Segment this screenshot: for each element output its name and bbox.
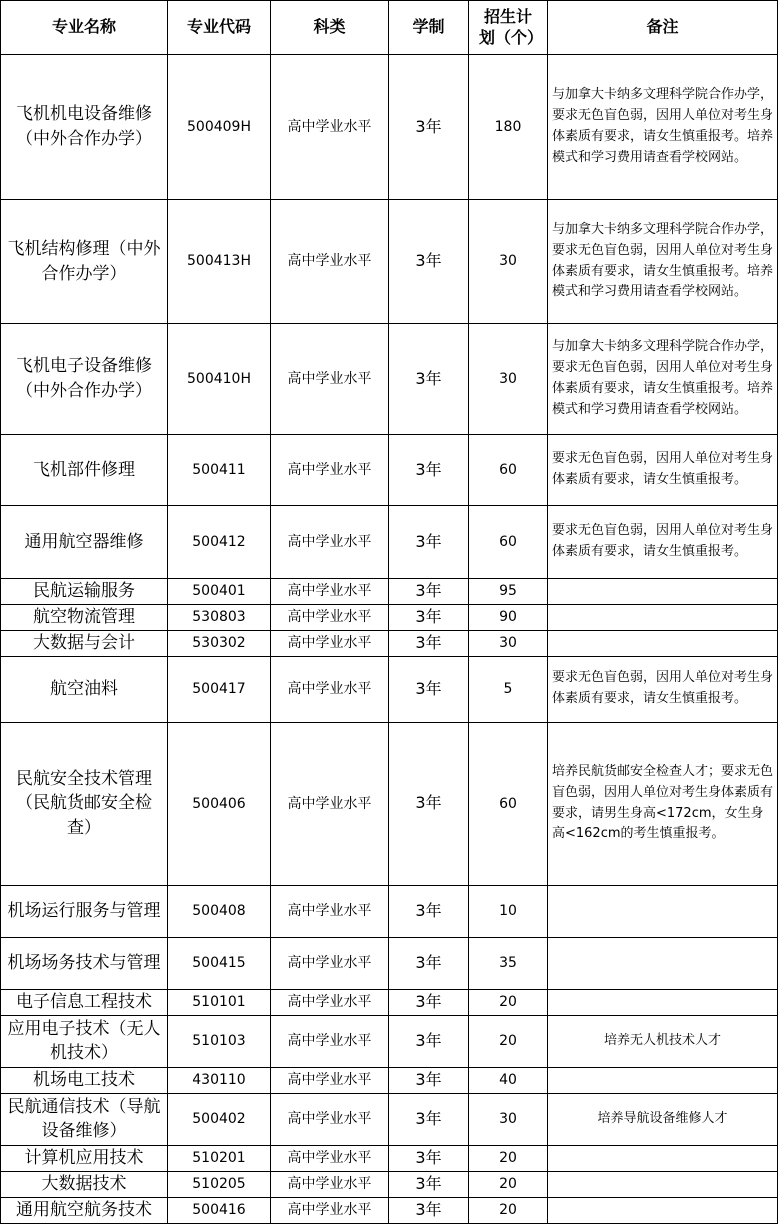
header-subject: 科类 bbox=[271, 1, 389, 55]
duration-cell: 3年 bbox=[389, 1067, 469, 1093]
major-code-cell: 530803 bbox=[168, 605, 271, 631]
header-note: 备注 bbox=[548, 1, 778, 55]
quota-cell: 60 bbox=[469, 435, 548, 506]
major-code-cell: 530302 bbox=[168, 631, 271, 657]
table-row bbox=[1, 435, 778, 506]
subject-cell: 高中学业水平 bbox=[271, 506, 389, 579]
quota-cell: 35 bbox=[469, 937, 548, 989]
major-name-cell: 通用航空航务技术 bbox=[1, 1197, 168, 1223]
subject-cell: 高中学业水平 bbox=[271, 1145, 389, 1171]
note-cell: 与加拿大卡纳多文理科学院合作办学，要求无色盲色弱，因用人单位对考生身体素质有要求，请女生慎重报考。培养模式和学习费用请查看学校网站。 bbox=[548, 324, 778, 435]
duration-cell: 3年 bbox=[389, 722, 469, 885]
table-row bbox=[1, 1067, 778, 1093]
note-cell bbox=[548, 885, 778, 937]
note-cell: 培养无人机技术人才 bbox=[548, 1015, 778, 1067]
table-row bbox=[1, 506, 778, 579]
quota-cell: 60 bbox=[469, 506, 548, 579]
major-name-cell: 民航运输服务 bbox=[1, 579, 168, 605]
major-code-cell: 510201 bbox=[168, 1145, 271, 1171]
subject-cell: 高中学业水平 bbox=[271, 1067, 389, 1093]
duration-cell: 3年 bbox=[389, 989, 469, 1015]
table-row bbox=[1, 1015, 778, 1067]
duration-cell: 3年 bbox=[389, 1093, 469, 1145]
quota-cell: 20 bbox=[469, 1015, 548, 1067]
major-name-cell: 飞机电子设备维修（中外合作办学） bbox=[1, 324, 168, 435]
major-code-cell: 500416 bbox=[168, 1197, 271, 1223]
note-cell bbox=[548, 937, 778, 989]
note-cell: 与加拿大卡纳多文理科学院合作办学，要求无色盲色弱，因用人单位对考生身体素质有要求，请女生慎重报考。培养模式和学习费用请查看学校网站。 bbox=[548, 200, 778, 324]
subject-cell: 高中学业水平 bbox=[271, 989, 389, 1015]
major-code-cell: 500410H bbox=[168, 324, 271, 435]
note-cell bbox=[548, 1145, 778, 1171]
major-name-cell: 飞机部件修理 bbox=[1, 435, 168, 506]
subject-cell: 高中学业水平 bbox=[271, 656, 389, 722]
note-cell bbox=[548, 631, 778, 657]
duration-cell: 3年 bbox=[389, 435, 469, 506]
table-row bbox=[1, 722, 778, 885]
table-row bbox=[1, 1171, 778, 1197]
subject-cell: 高中学业水平 bbox=[271, 885, 389, 937]
major-name-cell: 通用航空器维修 bbox=[1, 506, 168, 579]
note-cell: 培养导航设备维修人才 bbox=[548, 1093, 778, 1145]
quota-cell: 10 bbox=[469, 885, 548, 937]
note-cell bbox=[548, 989, 778, 1015]
note-cell bbox=[548, 1197, 778, 1223]
major-name-cell: 航空油料 bbox=[1, 656, 168, 722]
subject-cell: 高中学业水平 bbox=[271, 579, 389, 605]
note-cell: 与加拿大卡纳多文理科学院合作办学，要求无色盲色弱，因用人单位对考生身体素质有要求，请女生慎重报考。培养模式和学习费用请查看学校网站。 bbox=[548, 55, 778, 200]
table-row bbox=[1, 55, 778, 200]
subject-cell: 高中学业水平 bbox=[271, 1197, 389, 1223]
table-row bbox=[1, 631, 778, 657]
quota-cell: 30 bbox=[469, 324, 548, 435]
note-cell bbox=[548, 605, 778, 631]
note-cell: 要求无色盲色弱，因用人单位对考生身体素质有要求，请女生慎重报考。 bbox=[548, 656, 778, 722]
major-code-cell: 510103 bbox=[168, 1015, 271, 1067]
duration-cell: 3年 bbox=[389, 55, 469, 200]
major-name-cell: 大数据与会计 bbox=[1, 631, 168, 657]
subject-cell: 高中学业水平 bbox=[271, 631, 389, 657]
major-name-cell: 计算机应用技术 bbox=[1, 1145, 168, 1171]
major-code-cell: 500409H bbox=[168, 55, 271, 200]
note-cell: 培养民航货邮安全检查人才；要求无色盲色弱，因用人单位对考生身体素质有要求，请男生身高<172cm，女生身高<162cm的考生慎重报考。 bbox=[548, 722, 778, 885]
table-row bbox=[1, 885, 778, 937]
major-code-cell: 500402 bbox=[168, 1093, 271, 1145]
major-name-cell: 飞机机电设备维修（中外合作办学） bbox=[1, 55, 168, 200]
quota-cell: 180 bbox=[469, 55, 548, 200]
quota-cell: 30 bbox=[469, 1093, 548, 1145]
major-code-cell: 510101 bbox=[168, 989, 271, 1015]
table-row bbox=[1, 1093, 778, 1145]
subject-cell: 高中学业水平 bbox=[271, 1093, 389, 1145]
header-name: 专业名称 bbox=[1, 1, 168, 55]
table-row bbox=[1, 937, 778, 989]
quota-cell: 30 bbox=[469, 200, 548, 324]
major-name-cell: 机场电工技术 bbox=[1, 1067, 168, 1093]
note-cell: 要求无色盲色弱，因用人单位对考生身体素质有要求，请女生慎重报考。 bbox=[548, 435, 778, 506]
major-code-cell: 500401 bbox=[168, 579, 271, 605]
duration-cell: 3年 bbox=[389, 200, 469, 324]
quota-cell: 30 bbox=[469, 631, 548, 657]
major-name-cell: 飞机结构修理（中外合作办学） bbox=[1, 200, 168, 324]
quota-cell: 90 bbox=[469, 605, 548, 631]
quota-cell: 20 bbox=[469, 1145, 548, 1171]
header-row bbox=[1, 1, 778, 55]
note-cell bbox=[548, 1171, 778, 1197]
note-cell bbox=[548, 579, 778, 605]
duration-cell: 3年 bbox=[389, 1145, 469, 1171]
duration-cell: 3年 bbox=[389, 885, 469, 937]
quota-cell: 20 bbox=[469, 1171, 548, 1197]
major-code-cell: 500417 bbox=[168, 656, 271, 722]
major-name-cell: 大数据技术 bbox=[1, 1171, 168, 1197]
major-name-cell: 航空物流管理 bbox=[1, 605, 168, 631]
duration-cell: 3年 bbox=[389, 1015, 469, 1067]
table-row bbox=[1, 579, 778, 605]
table-row bbox=[1, 1145, 778, 1171]
table-row bbox=[1, 605, 778, 631]
duration-cell: 3年 bbox=[389, 631, 469, 657]
subject-cell: 高中学业水平 bbox=[271, 722, 389, 885]
major-code-cell: 500412 bbox=[168, 506, 271, 579]
major-name-cell: 民航安全技术管理（民航货邮安全检查） bbox=[1, 722, 168, 885]
table-row bbox=[1, 656, 778, 722]
subject-cell: 高中学业水平 bbox=[271, 324, 389, 435]
subject-cell: 高中学业水平 bbox=[271, 605, 389, 631]
major-name-cell: 民航通信技术（导航设备维修） bbox=[1, 1093, 168, 1145]
major-code-cell: 500413H bbox=[168, 200, 271, 324]
table-row bbox=[1, 200, 778, 324]
header-length: 学制 bbox=[389, 1, 469, 55]
major-code-cell: 430110 bbox=[168, 1067, 271, 1093]
table-row bbox=[1, 1197, 778, 1223]
duration-cell: 3年 bbox=[389, 656, 469, 722]
major-code-cell: 510205 bbox=[168, 1171, 271, 1197]
subject-cell: 高中学业水平 bbox=[271, 1171, 389, 1197]
quota-cell: 5 bbox=[469, 656, 548, 722]
major-code-cell: 500406 bbox=[168, 722, 271, 885]
header-code: 专业代码 bbox=[168, 1, 271, 55]
table-row bbox=[1, 989, 778, 1015]
duration-cell: 3年 bbox=[389, 1171, 469, 1197]
note-cell: 要求无色盲色弱，因用人单位对考生身体素质有要求，请女生慎重报考。 bbox=[548, 506, 778, 579]
duration-cell: 3年 bbox=[389, 324, 469, 435]
quota-cell: 40 bbox=[469, 1067, 548, 1093]
header-quota: 招生计划（个） bbox=[469, 1, 548, 55]
duration-cell: 3年 bbox=[389, 937, 469, 989]
quota-cell: 20 bbox=[469, 989, 548, 1015]
subject-cell: 高中学业水平 bbox=[271, 937, 389, 989]
quota-cell: 60 bbox=[469, 722, 548, 885]
major-code-cell: 500411 bbox=[168, 435, 271, 506]
subject-cell: 高中学业水平 bbox=[271, 1015, 389, 1067]
major-name-cell: 机场场务技术与管理 bbox=[1, 937, 168, 989]
quota-cell: 95 bbox=[469, 579, 548, 605]
major-code-cell: 500408 bbox=[168, 885, 271, 937]
duration-cell: 3年 bbox=[389, 1197, 469, 1223]
duration-cell: 3年 bbox=[389, 605, 469, 631]
quota-cell: 20 bbox=[469, 1197, 548, 1223]
duration-cell: 3年 bbox=[389, 506, 469, 579]
major-code-cell: 500415 bbox=[168, 937, 271, 989]
note-cell bbox=[548, 1067, 778, 1093]
subject-cell: 高中学业水平 bbox=[271, 200, 389, 324]
duration-cell: 3年 bbox=[389, 579, 469, 605]
major-name-cell: 机场运行服务与管理 bbox=[1, 885, 168, 937]
table-row bbox=[1, 324, 778, 435]
major-name-cell: 应用电子技术（无人机技术） bbox=[1, 1015, 168, 1067]
subject-cell: 高中学业水平 bbox=[271, 55, 389, 200]
subject-cell: 高中学业水平 bbox=[271, 435, 389, 506]
major-name-cell: 电子信息工程技术 bbox=[1, 989, 168, 1015]
